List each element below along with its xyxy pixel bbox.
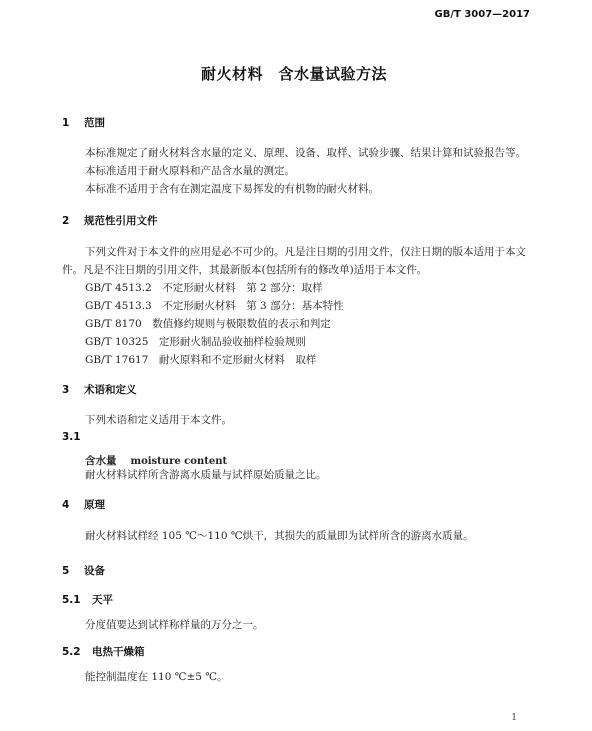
section-number: 3 xyxy=(62,384,70,396)
section-4-heading xyxy=(62,497,105,512)
subsection-5-2-heading xyxy=(62,644,145,659)
reference-item: GB/T 8170 数值修约规则与极限数值的表示和判定 xyxy=(85,318,331,330)
paragraph: 件。凡是不注日期的引用文件，其最新版本(包括所有的修改单)适用于本文件。 xyxy=(62,264,428,276)
section-2-heading xyxy=(62,213,158,228)
section-1-heading xyxy=(62,115,105,130)
paragraph: 耐火材料试样经 105 ℃～110 ℃烘干，其损失的质量即为试样所含的游离水质量。 xyxy=(85,530,474,542)
section-5-heading xyxy=(62,563,105,578)
subsection-title: 天平 xyxy=(92,594,113,606)
term-number: 3.1 xyxy=(62,431,81,443)
term-definition: 耐火材料试样所含游离水质量与试样原始质量之比。 xyxy=(85,469,327,481)
section-title: 规范性引用文件 xyxy=(84,215,158,227)
page-title: 耐火材料 含水量试验方法 xyxy=(201,65,388,83)
subsection-title: 电热干燥箱 xyxy=(92,646,145,658)
section-number: 5 xyxy=(62,565,70,577)
reference-item: GB/T 4513.3 不定形耐火材料 第 3 部分：基本特性 xyxy=(85,300,344,312)
term-heading xyxy=(85,449,227,468)
subsection-5-1-heading xyxy=(62,592,113,607)
paragraph: 分度值要达到试样称样量的万分之一。 xyxy=(85,619,264,631)
page-number: 1 xyxy=(511,713,517,723)
paragraph: 能控制温度在 110 ℃±5 ℃。 xyxy=(85,671,228,683)
paragraph: 本标准不适用于含有在测定温度下易挥发的有机物的耐火材料。 xyxy=(85,183,379,195)
reference-item: GB/T 17617 耐火原料和不定形耐火材料 取样 xyxy=(85,354,317,366)
term-english: moisture content xyxy=(130,456,228,467)
section-number: 4 xyxy=(62,499,70,511)
section-title: 范围 xyxy=(84,117,105,129)
section-number: 1 xyxy=(62,117,70,129)
paragraph: 下列文件对于本文件的应用是必不可少的。凡是注日期的引用文件，仅注日期的版本适用于本文 xyxy=(85,246,526,258)
subsection-number: 5.2 xyxy=(62,646,81,658)
standard-number: GB/T 3007—2017 xyxy=(434,9,530,20)
subsection-number: 5.1 xyxy=(62,594,81,606)
term-chinese: 含水量 xyxy=(85,455,117,467)
paragraph: 下列术语和定义适用于本文件。 xyxy=(85,414,232,426)
section-number: 2 xyxy=(62,215,70,227)
paragraph: 本标准规定了耐火材料含水量的定义、原理、设备、取样、试验步骤、结果计算和试验报告等。 xyxy=(85,147,526,159)
reference-item: GB/T 4513.2 不定形耐火材料 第 2 部分：取样 xyxy=(85,282,323,294)
section-title: 术语和定义 xyxy=(84,384,137,396)
reference-item: GB/T 10325 定形耐火制品验收抽样检验规则 xyxy=(85,336,306,348)
section-title: 原理 xyxy=(84,499,105,511)
section-3-heading xyxy=(62,382,137,397)
section-title: 设备 xyxy=(84,565,105,577)
paragraph: 本标准适用于耐火原料和产品含水量的测定。 xyxy=(85,165,295,177)
